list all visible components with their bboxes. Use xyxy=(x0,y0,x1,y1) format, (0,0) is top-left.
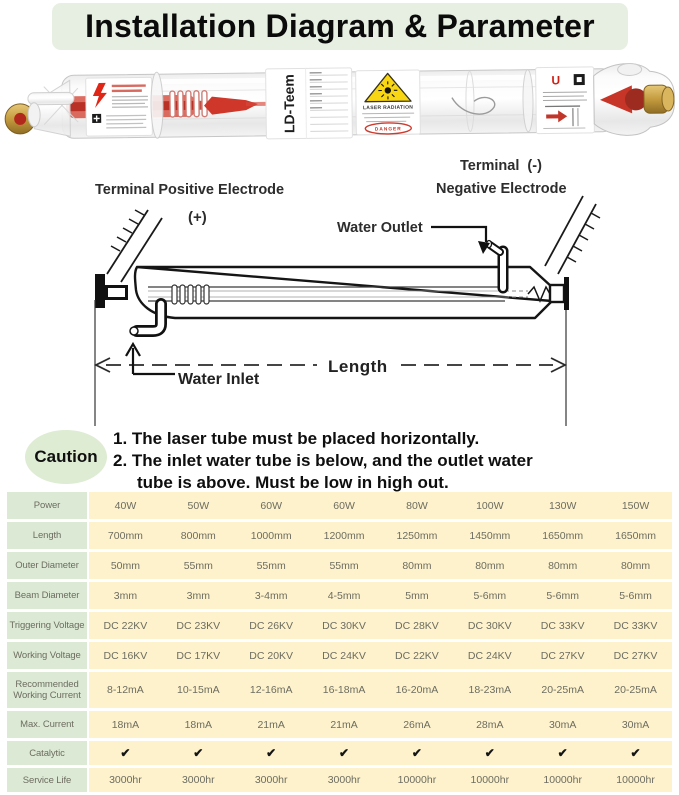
table-cell: 5-6mm xyxy=(453,582,526,609)
table-cell: 130W xyxy=(526,492,599,519)
page-title-banner xyxy=(52,3,628,50)
table-cell: 10000hr xyxy=(526,768,599,792)
table-cell: DC 16KV xyxy=(89,642,162,669)
table-cell: 3mm xyxy=(89,582,162,609)
parameter-table xyxy=(0,492,679,795)
row-header: Beam Diameter xyxy=(7,582,87,609)
table-cell: 21mA xyxy=(308,711,381,738)
check-icon: ✔ xyxy=(526,741,599,765)
spec-sticker-left xyxy=(86,77,153,136)
label-water-outlet: Water Outlet xyxy=(337,220,423,236)
table-cell: 10000hr xyxy=(381,768,454,792)
check-icon: ✔ xyxy=(308,741,381,765)
inlet-pointer-arrow xyxy=(126,344,175,374)
table-cell: DC 22KV xyxy=(89,612,162,639)
table-cell: 4-5mm xyxy=(308,582,381,609)
installation-diagram xyxy=(0,148,679,430)
check-icon: ✔ xyxy=(453,741,526,765)
water-outlet-pipe xyxy=(487,241,504,289)
table-cell: 800mm xyxy=(162,522,235,549)
right-end-assembly xyxy=(594,63,675,136)
brand-label xyxy=(266,68,353,139)
caution-badge-text: Caution xyxy=(34,447,98,466)
glass-ring-joint xyxy=(151,72,164,138)
right-electrode-terminal xyxy=(550,277,569,310)
table-cell: 1000mm xyxy=(235,522,308,549)
table-cell: DC 27KV xyxy=(599,642,672,669)
label-water-inlet: Water Inlet xyxy=(178,371,260,388)
table-cell: 21mA xyxy=(235,711,308,738)
caution-note-2-cont: tube is above. Must be low in high out. xyxy=(137,473,449,492)
laser-warning-label xyxy=(356,70,421,135)
table-row xyxy=(0,768,672,792)
table-cell: 80mm xyxy=(453,552,526,579)
table-cell: 50W xyxy=(162,492,235,519)
water-inlet-pipe xyxy=(130,304,161,335)
negative-electrode-wire xyxy=(545,196,600,274)
table-cell: 1450mm xyxy=(453,522,526,549)
table-cell: 3000hr xyxy=(162,768,235,792)
table-cell: DC 28KV xyxy=(381,612,454,639)
table-cell: 3000hr xyxy=(235,768,308,792)
table-cell: 26mA xyxy=(381,711,454,738)
table-cell: 16-20mA xyxy=(381,672,454,708)
table-row xyxy=(0,642,672,669)
table-row xyxy=(0,672,672,708)
table-cell: 12-16mA xyxy=(235,672,308,708)
table-cell: DC 17KV xyxy=(162,642,235,669)
row-header: Triggering Voltage xyxy=(7,612,87,639)
caution-notes xyxy=(113,428,661,494)
orientation-label xyxy=(536,67,595,134)
table-cell: 10000hr xyxy=(599,768,672,792)
table-cell: DC 30KV xyxy=(308,612,381,639)
table-cell: 3mm xyxy=(162,582,235,609)
spiral-coil xyxy=(170,91,207,117)
table-cell: 55mm xyxy=(308,552,381,579)
table-row xyxy=(0,612,672,639)
left-end-assembly xyxy=(5,80,79,137)
row-header: Working Voltage xyxy=(7,642,87,669)
logo-letter: U xyxy=(551,73,561,88)
table-cell: 20-25mA xyxy=(526,672,599,708)
row-header: Outer Diameter xyxy=(7,552,87,579)
table-cell: 18mA xyxy=(89,711,162,738)
caution-badge xyxy=(25,430,107,484)
table-cell: DC 24KV xyxy=(453,642,526,669)
table-cell: 55mm xyxy=(162,552,235,579)
table-cell: DC 24KV xyxy=(308,642,381,669)
label-negative-electrode: Negative Electrode xyxy=(436,181,567,197)
table-cell: DC 33KV xyxy=(599,612,672,639)
product-photo xyxy=(0,59,679,147)
row-header: Recommended Working Current xyxy=(7,672,87,708)
table-cell: DC 22KV xyxy=(381,642,454,669)
page-title: Installation Diagram & Parameter xyxy=(85,8,595,44)
check-icon: ✔ xyxy=(162,741,235,765)
table-cell: 8-12mA xyxy=(89,672,162,708)
table-cell: DC 23KV xyxy=(162,612,235,639)
label-positive-sign: (+) xyxy=(188,209,207,226)
table-cell: 18-23mA xyxy=(453,672,526,708)
table-row xyxy=(0,582,672,609)
table-cell: 80mm xyxy=(381,552,454,579)
electrode-cap-right xyxy=(644,85,674,113)
table-cell: 150W xyxy=(599,492,672,519)
row-header: Catalytic xyxy=(7,741,87,765)
table-row xyxy=(0,552,672,579)
brand-text: LD-Teem xyxy=(280,74,298,134)
row-header: Max. Current xyxy=(7,711,87,738)
table-cell: 3000hr xyxy=(308,768,381,792)
laser-radiation-text: LASER RADIATION xyxy=(362,104,414,112)
row-header: Power xyxy=(7,492,87,519)
table-row xyxy=(0,711,672,738)
table-cell: 1200mm xyxy=(308,522,381,549)
table-cell: 18mA xyxy=(162,711,235,738)
table-cell: 3000hr xyxy=(89,768,162,792)
table-cell: 5-6mm xyxy=(526,582,599,609)
table-cell: 55mm xyxy=(235,552,308,579)
table-cell: 5mm xyxy=(381,582,454,609)
check-icon: ✔ xyxy=(381,741,454,765)
table-cell: 1650mm xyxy=(599,522,672,549)
table-cell: 80mm xyxy=(599,552,672,579)
table-cell: 100W xyxy=(453,492,526,519)
table-cell: 3-4mm xyxy=(235,582,308,609)
coil xyxy=(172,285,209,304)
table-cell: DC 27KV xyxy=(526,642,599,669)
check-icon: ✔ xyxy=(235,741,308,765)
table-cell: 1250mm xyxy=(381,522,454,549)
label-terminal-negative: Terminal (-) xyxy=(460,158,542,174)
table-cell: 80W xyxy=(381,492,454,519)
row-header: Length xyxy=(7,522,87,549)
table-cell: 5-6mm xyxy=(599,582,672,609)
table-cell: 60W xyxy=(235,492,308,519)
table-cell: 20-25mA xyxy=(599,672,672,708)
table-cell: 60W xyxy=(308,492,381,519)
table-cell: 16-18mA xyxy=(308,672,381,708)
table-cell: DC 26KV xyxy=(235,612,308,639)
table-cell: 700mm xyxy=(89,522,162,549)
table-cell: 28mA xyxy=(453,711,526,738)
table-cell: 10000hr xyxy=(453,768,526,792)
glass-ring-joint-3 xyxy=(523,70,534,132)
label-terminal-positive: Terminal Positive Electrode xyxy=(95,182,285,198)
table-cell: 30mA xyxy=(526,711,599,738)
danger-text: DANGER xyxy=(374,127,402,133)
caution-note-1: 1. The laser tube must be placed horizontally. xyxy=(113,429,480,448)
outlet-pointer-line xyxy=(431,227,490,254)
row-header: Service Life xyxy=(7,768,87,792)
table-row xyxy=(0,492,672,519)
table-cell: DC 20KV xyxy=(235,642,308,669)
table-cell: 30mA xyxy=(599,711,672,738)
caution-note-2: 2. The inlet water tube is below, and the outlet water xyxy=(113,451,533,470)
table-cell: 1650mm xyxy=(526,522,599,549)
label-length: Length xyxy=(328,357,388,376)
table-row xyxy=(0,522,672,549)
table-cell: 10-15mA xyxy=(162,672,235,708)
table-cell: 80mm xyxy=(526,552,599,579)
table-cell: DC 33KV xyxy=(526,612,599,639)
installation-diagram-svg xyxy=(0,148,679,430)
table-cell: DC 30KV xyxy=(453,612,526,639)
table-row xyxy=(0,741,672,765)
table-cell: 40W xyxy=(89,492,162,519)
laser-tube-photo xyxy=(0,59,679,147)
check-icon: ✔ xyxy=(599,741,672,765)
table-cell: 50mm xyxy=(89,552,162,579)
check-icon: ✔ xyxy=(89,741,162,765)
